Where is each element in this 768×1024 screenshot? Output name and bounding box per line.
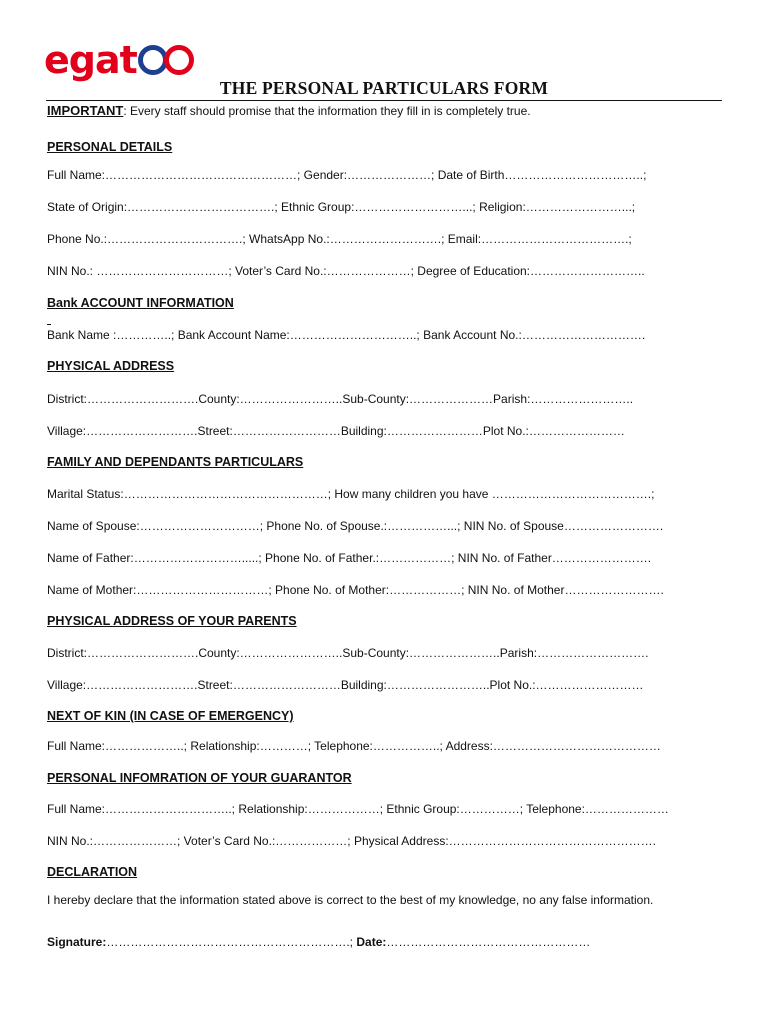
company-logo	[44, 40, 194, 80]
form-line-mother[interactable]: Name of Mother:……………………………; Phone No. of Mother:………………; NIN No. of Mother…………………….	[47, 583, 664, 597]
section-heading-guarantor: PERSONAL INFOMRATION OF YOUR GUARANTOR	[47, 771, 352, 785]
form-line-parents-village[interactable]: Village:……………………….Street:………………………Building:……………………..Plot No.:………………………	[47, 678, 644, 692]
form-line-origin-ethnic-religion[interactable]: State of Origin:……………………………….; Ethnic Group:………………………...; Religion:……………………...;	[47, 200, 636, 214]
title-divider	[46, 100, 722, 101]
important-label: IMPORTANT	[47, 103, 124, 118]
date-label: Date:	[356, 935, 387, 949]
form-line-parents-district[interactable]: District:……………………….County:……………………..Sub-County:…………………..Parish:……………………….	[47, 646, 649, 660]
form-line-nin-voter-education[interactable]: NIN No.: ……………………………; Voter’s Card No.:…………………; Degree of Education:………………………..	[47, 264, 645, 278]
logo-text: egat	[44, 38, 137, 82]
form-line-district-county[interactable]: District:……………………….County:……………………..Sub-County:…………………Parish:……………………..	[47, 392, 634, 406]
section-heading-personal-details: PERSONAL DETAILS	[47, 140, 173, 154]
form-line-village-street[interactable]: Village:……………………….Street:………………………Building:……………………Plot No.:……………………	[47, 424, 625, 438]
section-heading-parents-address: PHYSICAL ADDRESS OF YOUR PARENTS	[47, 614, 297, 628]
form-line-bank[interactable]: Bank Name :…………..; Bank Account Name:…………………………..; Bank Account No.:………………………….	[47, 328, 646, 342]
form-line-guarantor-name[interactable]: Full Name:…………………………..; Relationship:………………; Ethnic Group:……………; Telephone:…………………	[47, 802, 669, 816]
signature-label: Signature:	[47, 935, 107, 949]
signature-blank[interactable]: …………………………………………………….;	[106, 935, 357, 949]
form-line-name-gender-dob[interactable]: Full Name:…………………………………………; Gender:…………………; Date of Birth……………………………..;	[47, 168, 647, 182]
section-heading-declaration: DECLARATION	[47, 865, 138, 879]
date-blank[interactable]: ……………………………………………	[386, 935, 591, 949]
form-line-guarantor-nin[interactable]: NIN No.:…………………; Voter’s Card No.:………………; Physical Address:…………………………………………….	[47, 834, 656, 848]
logo-circle-icon	[164, 45, 194, 75]
important-note	[47, 103, 531, 119]
section-heading-physical-address: PHYSICAL ADDRESS	[47, 359, 175, 373]
important-text: : Every staff should promise that the information they fill in is completely true.	[123, 104, 531, 118]
signature-line[interactable]	[47, 934, 590, 950]
divider-dash	[47, 324, 51, 325]
declaration-text: I hereby declare that the information stated above is correct to the best of my knowledge, no any false information.	[47, 893, 654, 907]
section-heading-family: FAMILY AND DEPENDANTS PARTICULARS	[47, 455, 304, 469]
form-title: THE PERSONAL PARTICULARS FORM	[219, 78, 549, 98]
section-heading-next-of-kin: NEXT OF KIN (IN CASE OF EMERGENCY)	[47, 709, 294, 723]
form-line-father[interactable]: Name of Father:……………………….....; Phone No. of Father.:………………; NIN No. of Father…………………….	[47, 551, 652, 565]
form-line-next-of-kin[interactable]: Full Name:………………..; Relationship:…………; Telephone:……………..; Address:……………………………………	[47, 739, 661, 753]
section-heading-bank: Bank ACCOUNT INFORMATION	[47, 296, 234, 310]
form-line-marital-status[interactable]: Marital Status:……………………………………………; How many children you have ………………………………….;	[47, 487, 655, 501]
form-line-phone-whatsapp-email[interactable]: Phone No.:…………………………….; WhatsApp No.:……………………….; Email:……………………………….;	[47, 232, 632, 246]
form-line-spouse[interactable]: Name of Spouse:…………………………; Phone No. of Spouse.:……………...; NIN No. of Spouse…………………….	[47, 519, 664, 533]
